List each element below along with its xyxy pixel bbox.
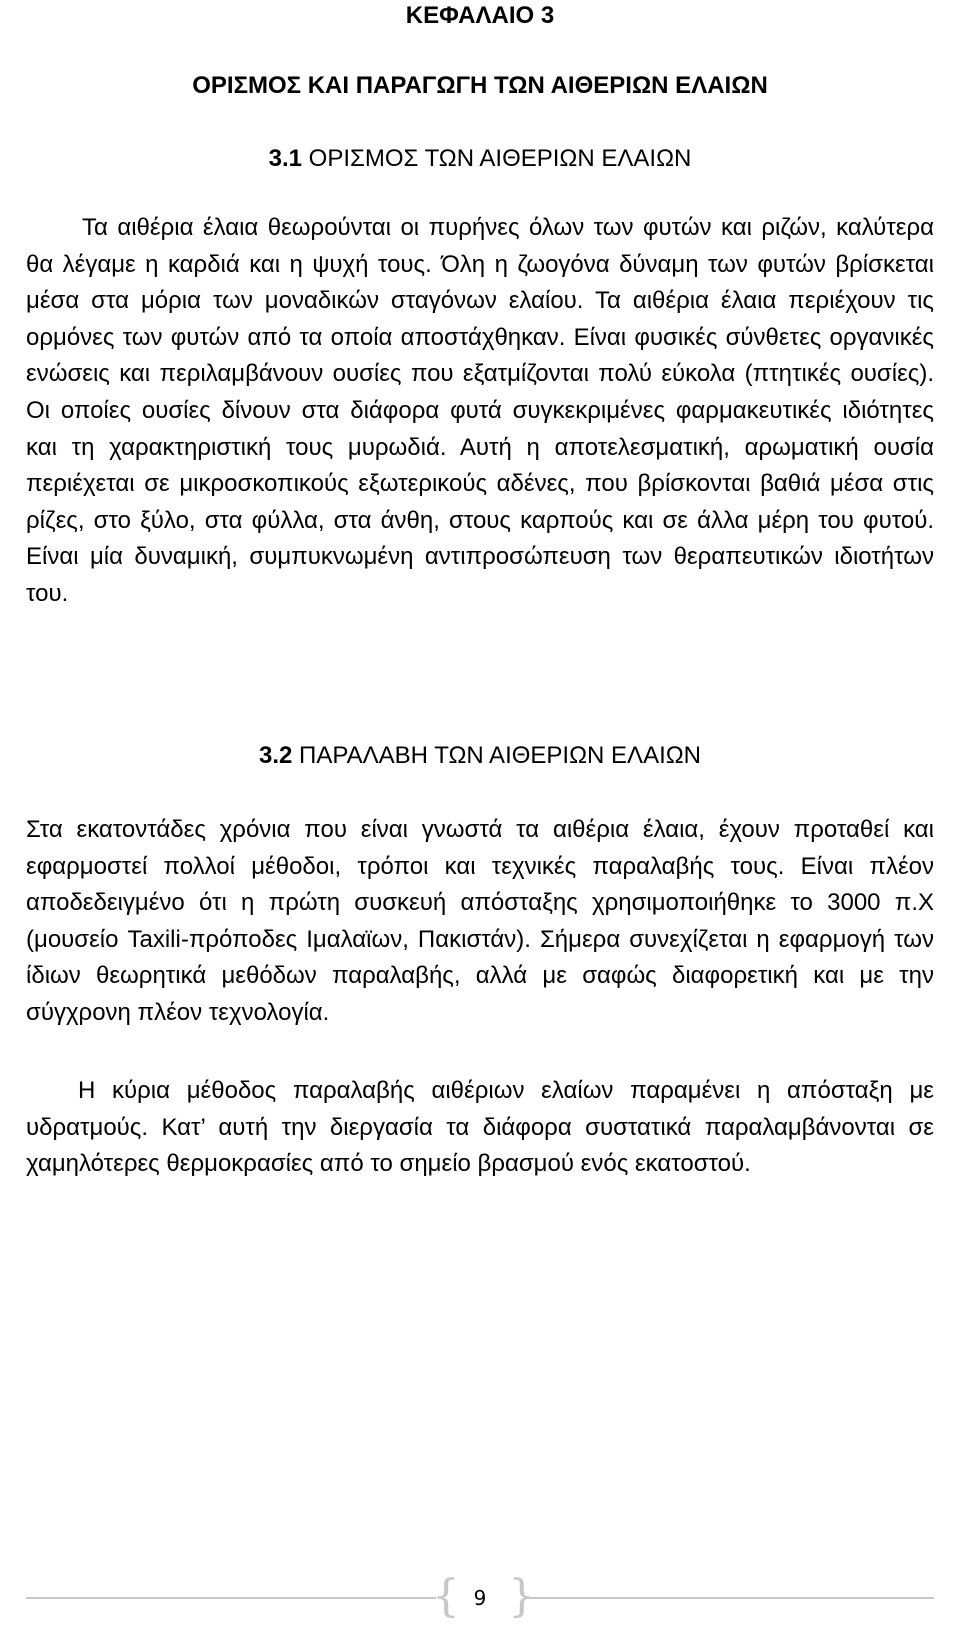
section-heading-3-1 [0, 143, 960, 175]
right-brace-icon: } [508, 1571, 536, 1622]
section-title: ΠΑΡΑΛΑΒΗ ΤΩΝ ΑΙΘΕΡΙΩΝ ΕΛΑΙΩΝ [292, 742, 702, 769]
section-heading-3-2 [0, 740, 960, 772]
left-brace-icon: { [432, 1571, 460, 1622]
section-number: 3.1 [268, 145, 302, 172]
page-number: 9 [473, 1586, 487, 1610]
chapter-title: ΟΡΙΣΜΟΣ ΚΑΙ ΠΑΡΑΓΩΓΗ ΤΩΝ ΑΙΘΕΡΙΩΝ ΕΛΑΙΩΝ [192, 72, 768, 99]
footer-divider-left [26, 1597, 436, 1599]
page-footer [0, 1571, 960, 1625]
body-paragraph: Η κύρια μέθοδος παραλαβής αιθέριων ελαίων παραμένει η απόσταξη με υδρατμούς. Κατ’ αυτή την διεργασία τα διάφορα συστατικά παραλαμβάνονται σε χαμηλότερες θερμοκρασίες από το σημείο βρασμού ενός εκατοστού. [26, 1077, 934, 1178]
footer-divider-right [524, 1597, 934, 1599]
body-paragraph: Τα αιθέρια έλαια θεωρούνται οι πυρήνες όλων των φυτών και ριζών, καλύτερα θα λέγαμε η καρδιά και η ψυχή τους. Όλη η ζωογόνα δύναμη των φυτών βρίσκεται μέσα στα μόρια των μοναδικών σταγόνων ελαίου. Τα αιθέρια έλαια περιέχουν τις ορμόνες των φυτών από τα οποία αποστάχθηκαν. Είναι φυσικές σύνθετες οργανικές ενώσεις και περιλαμβάνουν ουσίες που εξατμίζονται πολύ εύκολα (πτητικές ουσίες). Οι οποίες ουσίες δίνουν στα διάφορα φυτά συγκεκριμένες φαρμακευτικές ιδιότητες και τη χαρακτηριστική τους μυρωδιά. Αυτή η αποτελεσματική, αρωματική ουσία περιέχεται σε μικροσκοπικούς εξωτερικούς αδένες, που βρίσκονται βαθιά μέσα στις ρίζες, στο ξύλο, στα φύλλα, στα άνθη, στους καρπούς και σε άλλα μέρη του φυτού. Είναι μία δυναμική, συμπυκνωμένη αντιπροσώπευση των θεραπευτικών ιδιοτήτων του. [26, 214, 934, 607]
section-title: ΟΡΙΣΜΟΣ ΤΩΝ ΑΙΘΕΡΙΩΝ ΕΛΑΙΩΝ [301, 145, 692, 172]
section-number: 3.2 [258, 742, 293, 769]
chapter-label: ΚΕΦΑΛΑΙΟ 3 [405, 2, 555, 29]
body-paragraph: Στα εκατοντάδες χρόνια που είναι γνωστά τα αιθέρια έλαια, έχουν προταθεί και εφαρμοστεί πολλοί μέθοδοι, τρόποι και τεχνικές παραλαβής τους. Είναι πλέον αποδεδειγμένο ότι η πρώτη συσκευή απόσταξης χρησιμοποιήθηκε το 3000 π.Χ (μουσείο Taxili-πρόποδες Ιμαλαϊων, Πακιστάν). Σήμερα συνεχίζεται η εφαρμογή των ίδιων θεωρητικά μεθόδων παραλαβής, αλλά με σαφώς διαφορετική και με την σύγχρονη πλέον τεχνολογία. [26, 816, 934, 1026]
